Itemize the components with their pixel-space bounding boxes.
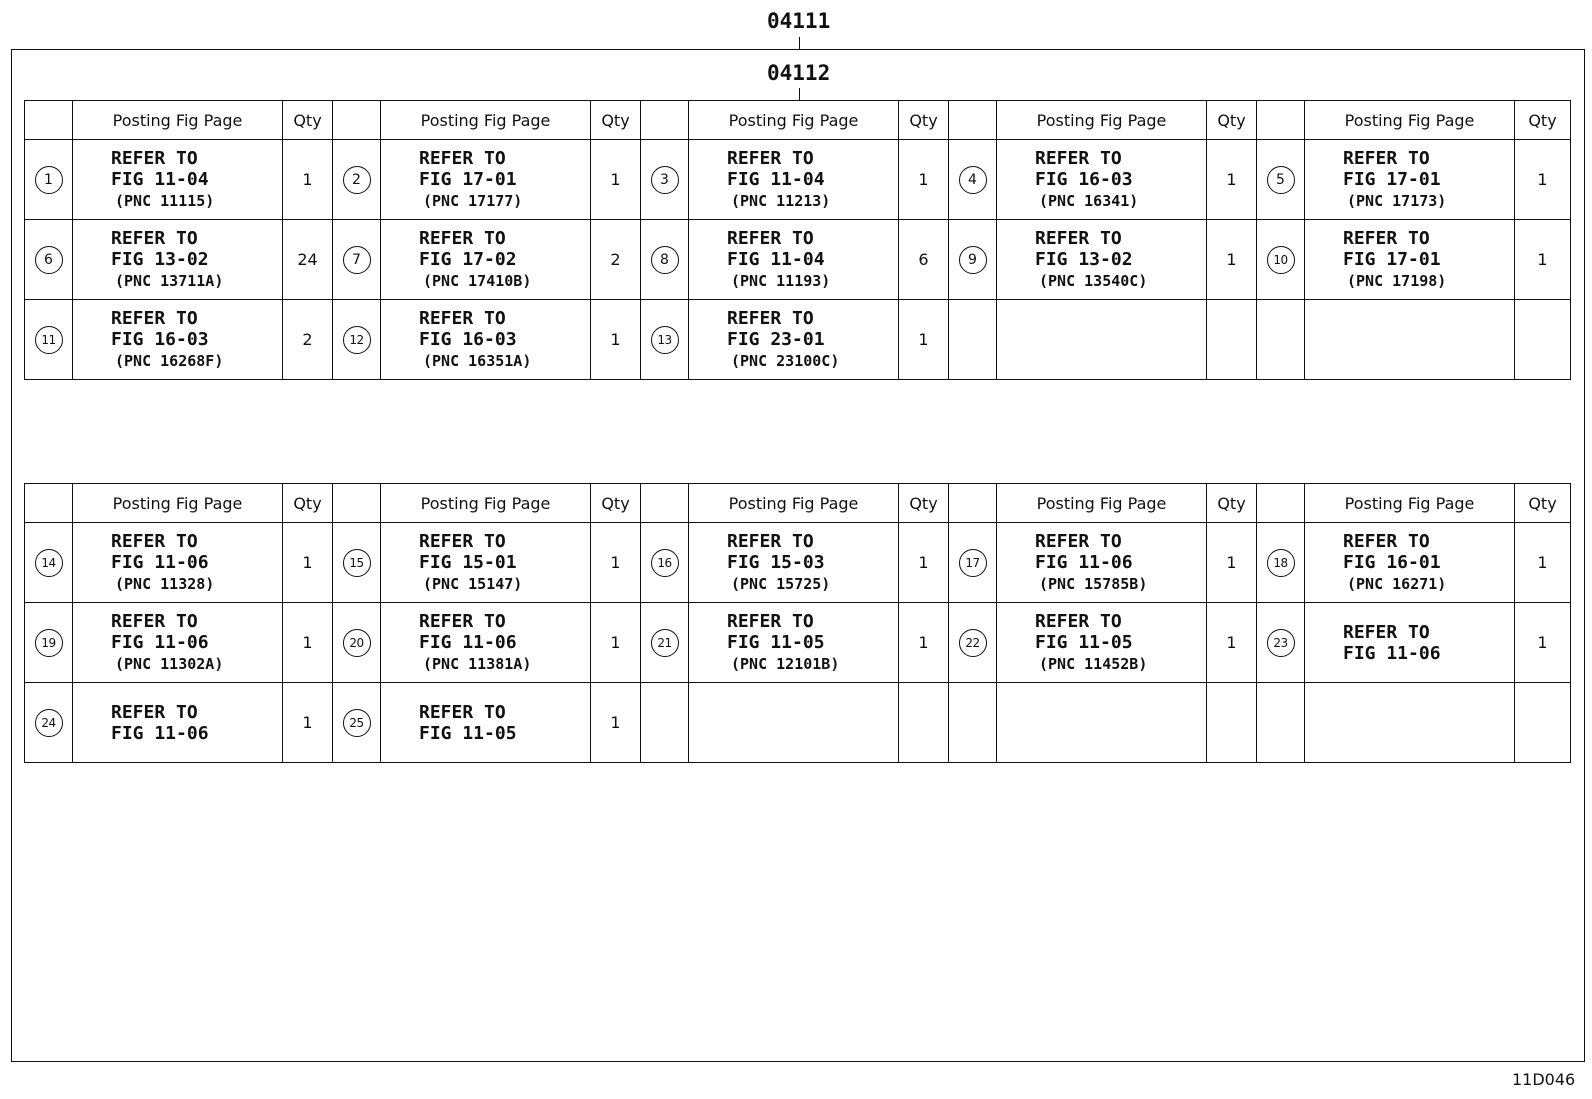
header-qty: Qty <box>1515 101 1571 140</box>
posting-cell <box>381 300 591 380</box>
table-row <box>25 220 1571 300</box>
posting-cell <box>73 603 283 683</box>
parts-table-2 <box>24 483 1571 763</box>
table-row <box>25 603 1571 683</box>
header-qty: Qty <box>283 484 333 523</box>
fig-reference: FIG 11-04 <box>727 248 825 270</box>
qty-value: 6 <box>918 250 929 269</box>
qty-value: 1 <box>610 553 621 572</box>
refer-to-block <box>1305 622 1514 664</box>
qty-value: 1 <box>610 170 621 189</box>
qty-value: 1 <box>1537 170 1548 189</box>
item-number-cell <box>25 300 73 380</box>
refer-to-block <box>73 531 282 595</box>
fig-reference: FIG 11-06 <box>111 722 209 744</box>
refer-to-text: REFER TO <box>111 227 198 249</box>
refer-to-block <box>73 611 282 675</box>
refer-to-text: REFER TO <box>111 610 198 632</box>
fig-reference: FIG 16-03 <box>111 328 209 350</box>
pnc-code: (PNC 17177) <box>423 191 523 210</box>
item-number-cell <box>25 220 73 300</box>
qty-value: 1 <box>918 633 929 652</box>
refer-to-block <box>689 228 898 292</box>
header-qty: Qty <box>1515 484 1571 523</box>
item-number-circle: 1 <box>35 166 63 194</box>
header-posting-fig-page: Posting Fig Page <box>1305 484 1515 523</box>
refer-to-text: REFER TO <box>727 307 814 329</box>
refer-to-text: REFER TO <box>1343 147 1430 169</box>
header-posting-fig-page: Posting Fig Page <box>381 484 591 523</box>
table-row <box>25 140 1571 220</box>
qty-cell <box>1515 140 1571 220</box>
fig-reference: FIG 15-01 <box>419 551 517 573</box>
fig-reference: FIG 17-01 <box>419 168 517 190</box>
refer-to-block <box>1305 531 1514 595</box>
refer-to-text: REFER TO <box>727 610 814 632</box>
posting-cell <box>73 683 283 763</box>
item-number-cell <box>25 603 73 683</box>
qty-cell <box>591 683 641 763</box>
pnc-code: (PNC 16271) <box>1347 574 1447 593</box>
qty-cell <box>1207 683 1257 763</box>
qty-value: 1 <box>1537 553 1548 572</box>
posting-cell <box>689 523 899 603</box>
header-num-cell <box>25 484 73 523</box>
qty-cell <box>591 300 641 380</box>
leader-line-04112 <box>799 88 800 100</box>
refer-to-text: REFER TO <box>111 307 198 329</box>
qty-cell <box>1515 603 1571 683</box>
fig-reference: FIG 16-01 <box>1343 551 1441 573</box>
pnc-code: (PNC 15785B) <box>1039 574 1148 593</box>
posting-cell <box>1305 140 1515 220</box>
item-number-cell <box>333 683 381 763</box>
qty-value: 1 <box>1226 553 1237 572</box>
pnc-code: (PNC 12101B) <box>731 654 840 673</box>
pnc-code: (PNC 11381A) <box>423 654 532 673</box>
qty-cell <box>283 220 333 300</box>
item-number-circle: 10 <box>1267 246 1295 274</box>
refer-to-block <box>381 531 590 595</box>
header-num-cell <box>333 101 381 140</box>
item-number-circle: 9 <box>959 246 987 274</box>
leader-line-04111 <box>799 37 800 49</box>
item-number-cell <box>641 683 689 763</box>
fig-reference: FIG 11-06 <box>111 631 209 653</box>
refer-to-block <box>381 702 590 744</box>
assembly-label-04112: 04112 <box>767 61 831 85</box>
header-posting-fig-page: Posting Fig Page <box>689 484 899 523</box>
fig-reference: FIG 11-06 <box>1343 642 1441 664</box>
pnc-code: (PNC 13711A) <box>115 271 224 290</box>
refer-to-text: REFER TO <box>727 530 814 552</box>
pnc-code: (PNC 11115) <box>115 191 215 210</box>
header-qty: Qty <box>899 484 949 523</box>
item-number-circle: 13 <box>651 326 679 354</box>
table-row <box>25 300 1571 380</box>
item-number-circle: 3 <box>651 166 679 194</box>
refer-to-text: REFER TO <box>111 530 198 552</box>
item-number-circle: 11 <box>35 326 63 354</box>
item-number-circle: 8 <box>651 246 679 274</box>
header-posting-fig-page: Posting Fig Page <box>997 101 1207 140</box>
header-qty: Qty <box>591 101 641 140</box>
fig-reference: FIG 13-02 <box>111 248 209 270</box>
item-number-cell <box>949 603 997 683</box>
posting-cell <box>1305 683 1515 763</box>
item-number-cell <box>333 523 381 603</box>
header-qty: Qty <box>1207 484 1257 523</box>
refer-to-text: REFER TO <box>419 147 506 169</box>
fig-reference: FIG 11-04 <box>727 168 825 190</box>
refer-to-text: REFER TO <box>727 227 814 249</box>
item-number-cell <box>949 683 997 763</box>
qty-value: 2 <box>610 250 621 269</box>
item-number-circle: 2 <box>343 166 371 194</box>
fig-reference: FIG 17-01 <box>1343 248 1441 270</box>
posting-cell <box>689 603 899 683</box>
posting-cell <box>689 140 899 220</box>
posting-cell <box>73 523 283 603</box>
refer-to-text: REFER TO <box>111 701 198 723</box>
header-num-cell <box>333 484 381 523</box>
refer-to-text: REFER TO <box>419 227 506 249</box>
item-number-circle: 23 <box>1267 629 1295 657</box>
item-number-cell <box>333 603 381 683</box>
fig-reference: FIG 11-05 <box>727 631 825 653</box>
item-number-cell <box>949 300 997 380</box>
pnc-code: (PNC 13540C) <box>1039 271 1148 290</box>
pnc-code: (PNC 11213) <box>731 191 831 210</box>
item-number-circle: 5 <box>1267 166 1295 194</box>
refer-to-block <box>689 611 898 675</box>
qty-cell <box>899 683 949 763</box>
posting-cell <box>1305 300 1515 380</box>
pnc-code: (PNC 11452B) <box>1039 654 1148 673</box>
drawing-code: 11D046 <box>1512 1070 1576 1089</box>
item-number-cell <box>1257 603 1305 683</box>
posting-cell <box>997 220 1207 300</box>
refer-to-text: REFER TO <box>1343 227 1430 249</box>
qty-value: 24 <box>297 250 318 269</box>
item-number-circle: 17 <box>959 549 987 577</box>
refer-to-block <box>73 228 282 292</box>
qty-cell <box>1207 220 1257 300</box>
header-posting-fig-page: Posting Fig Page <box>997 484 1207 523</box>
assembly-label-04111: 04111 <box>767 9 831 33</box>
qty-value: 2 <box>302 330 313 349</box>
pnc-code: (PNC 23100C) <box>731 351 840 370</box>
refer-to-block <box>997 148 1206 212</box>
refer-to-text: REFER TO <box>111 147 198 169</box>
qty-value: 1 <box>610 330 621 349</box>
header-qty: Qty <box>283 101 333 140</box>
item-number-cell <box>949 140 997 220</box>
posting-cell <box>689 300 899 380</box>
header-posting-fig-page: Posting Fig Page <box>381 101 591 140</box>
header-posting-fig-page: Posting Fig Page <box>689 101 899 140</box>
header-qty: Qty <box>1207 101 1257 140</box>
item-number-circle: 19 <box>35 629 63 657</box>
refer-to-text: REFER TO <box>1343 530 1430 552</box>
fig-reference: FIG 15-03 <box>727 551 825 573</box>
qty-value: 1 <box>918 170 929 189</box>
refer-to-block <box>997 531 1206 595</box>
qty-value: 1 <box>1226 170 1237 189</box>
fig-reference: FIG 23-01 <box>727 328 825 350</box>
posting-cell <box>1305 220 1515 300</box>
item-number-circle: 4 <box>959 166 987 194</box>
qty-cell <box>1515 300 1571 380</box>
refer-to-text: REFER TO <box>1035 147 1122 169</box>
refer-to-block <box>73 148 282 212</box>
qty-value: 1 <box>302 633 313 652</box>
qty-cell <box>1207 523 1257 603</box>
item-number-cell <box>333 300 381 380</box>
refer-to-block <box>689 148 898 212</box>
posting-cell <box>997 523 1207 603</box>
posting-cell <box>381 683 591 763</box>
table-row <box>25 683 1571 763</box>
pnc-code: (PNC 11302A) <box>115 654 224 673</box>
fig-reference: FIG 11-04 <box>111 168 209 190</box>
pnc-code: (PNC 11193) <box>731 271 831 290</box>
posting-cell <box>1305 523 1515 603</box>
refer-to-block <box>381 308 590 372</box>
item-number-cell <box>25 523 73 603</box>
qty-cell <box>899 220 949 300</box>
item-number-circle: 7 <box>343 246 371 274</box>
refer-to-block <box>689 308 898 372</box>
item-number-cell <box>333 220 381 300</box>
table-row <box>25 523 1571 603</box>
header-num-cell <box>641 101 689 140</box>
fig-reference: FIG 17-01 <box>1343 168 1441 190</box>
header-posting-fig-page: Posting Fig Page <box>1305 101 1515 140</box>
qty-cell <box>591 220 641 300</box>
item-number-circle: 25 <box>343 709 371 737</box>
qty-value: 1 <box>1537 633 1548 652</box>
posting-cell <box>73 220 283 300</box>
refer-to-block <box>1305 228 1514 292</box>
refer-to-block <box>1305 148 1514 212</box>
item-number-circle: 22 <box>959 629 987 657</box>
header-posting-fig-page: Posting Fig Page <box>73 484 283 523</box>
refer-to-block <box>73 308 282 372</box>
refer-to-text: REFER TO <box>1035 610 1122 632</box>
qty-value: 1 <box>1226 250 1237 269</box>
posting-cell <box>997 603 1207 683</box>
pnc-code: (PNC 17198) <box>1347 271 1447 290</box>
qty-cell <box>899 140 949 220</box>
qty-cell <box>899 300 949 380</box>
item-number-circle: 20 <box>343 629 371 657</box>
item-number-cell <box>1257 683 1305 763</box>
item-number-cell <box>333 140 381 220</box>
item-number-circle: 12 <box>343 326 371 354</box>
qty-cell <box>1515 683 1571 763</box>
qty-cell <box>1515 220 1571 300</box>
refer-to-block <box>997 228 1206 292</box>
header-qty: Qty <box>591 484 641 523</box>
refer-to-block <box>381 148 590 212</box>
item-number-circle: 15 <box>343 549 371 577</box>
posting-cell <box>689 220 899 300</box>
qty-value: 1 <box>918 553 929 572</box>
posting-cell <box>689 683 899 763</box>
qty-cell <box>591 140 641 220</box>
fig-reference: FIG 16-03 <box>419 328 517 350</box>
fig-reference: FIG 11-05 <box>1035 631 1133 653</box>
item-number-cell <box>1257 300 1305 380</box>
item-number-circle: 21 <box>651 629 679 657</box>
fig-reference: FIG 11-06 <box>111 551 209 573</box>
pnc-code: (PNC 11328) <box>115 574 215 593</box>
fig-reference: FIG 16-03 <box>1035 168 1133 190</box>
item-number-cell <box>949 523 997 603</box>
refer-to-block <box>381 228 590 292</box>
item-number-circle: 14 <box>35 549 63 577</box>
header-num-cell <box>949 484 997 523</box>
header-row <box>25 101 1571 140</box>
qty-value: 1 <box>302 553 313 572</box>
posting-cell <box>381 220 591 300</box>
qty-cell <box>1207 300 1257 380</box>
header-row <box>25 484 1571 523</box>
qty-value: 1 <box>302 170 313 189</box>
fig-reference: FIG 13-02 <box>1035 248 1133 270</box>
fig-reference: FIG 11-06 <box>419 631 517 653</box>
posting-cell <box>381 603 591 683</box>
qty-cell <box>1207 140 1257 220</box>
fig-reference: FIG 11-06 <box>1035 551 1133 573</box>
header-posting-fig-page: Posting Fig Page <box>73 101 283 140</box>
pnc-code: (PNC 15147) <box>423 574 523 593</box>
posting-cell <box>381 523 591 603</box>
header-num-cell <box>1257 484 1305 523</box>
item-number-circle: 24 <box>35 709 63 737</box>
posting-cell <box>381 140 591 220</box>
item-number-cell <box>1257 523 1305 603</box>
qty-cell <box>283 603 333 683</box>
qty-cell <box>283 140 333 220</box>
parts-table-1 <box>24 100 1571 380</box>
pnc-code: (PNC 17173) <box>1347 191 1447 210</box>
refer-to-text: REFER TO <box>419 701 506 723</box>
posting-cell <box>73 300 283 380</box>
fig-reference: FIG 11-05 <box>419 722 517 744</box>
header-num-cell <box>949 101 997 140</box>
item-number-circle: 16 <box>651 549 679 577</box>
item-number-cell <box>1257 140 1305 220</box>
qty-cell <box>283 683 333 763</box>
qty-cell <box>591 603 641 683</box>
refer-to-text: REFER TO <box>1035 530 1122 552</box>
posting-cell <box>997 140 1207 220</box>
qty-cell <box>899 523 949 603</box>
posting-cell <box>1305 603 1515 683</box>
item-number-cell <box>641 523 689 603</box>
header-qty: Qty <box>899 101 949 140</box>
refer-to-block <box>689 531 898 595</box>
refer-to-text: REFER TO <box>1343 621 1430 643</box>
qty-value: 1 <box>610 633 621 652</box>
qty-value: 1 <box>1537 250 1548 269</box>
qty-cell <box>1515 523 1571 603</box>
header-num-cell <box>1257 101 1305 140</box>
item-number-cell <box>25 683 73 763</box>
posting-cell <box>73 140 283 220</box>
pnc-code: (PNC 16341) <box>1039 191 1139 210</box>
qty-cell <box>591 523 641 603</box>
refer-to-text: REFER TO <box>419 610 506 632</box>
posting-cell <box>997 683 1207 763</box>
refer-to-block <box>997 611 1206 675</box>
item-number-cell <box>949 220 997 300</box>
pnc-code: (PNC 16268F) <box>115 351 224 370</box>
pnc-code: (PNC 16351A) <box>423 351 532 370</box>
refer-to-text: REFER TO <box>419 307 506 329</box>
pnc-code: (PNC 15725) <box>731 574 831 593</box>
refer-to-text: REFER TO <box>1035 227 1122 249</box>
item-number-cell <box>641 140 689 220</box>
item-number-cell <box>641 603 689 683</box>
qty-value: 1 <box>1226 633 1237 652</box>
qty-value: 1 <box>918 330 929 349</box>
header-num-cell <box>641 484 689 523</box>
refer-to-block <box>73 702 282 744</box>
qty-value: 1 <box>302 713 313 732</box>
refer-to-text: REFER TO <box>419 530 506 552</box>
qty-cell <box>283 300 333 380</box>
pnc-code: (PNC 17410B) <box>423 271 532 290</box>
header-num-cell <box>25 101 73 140</box>
item-number-cell <box>25 140 73 220</box>
item-number-circle: 18 <box>1267 549 1295 577</box>
qty-cell <box>1207 603 1257 683</box>
item-number-circle: 6 <box>35 246 63 274</box>
refer-to-block <box>381 611 590 675</box>
refer-to-text: REFER TO <box>727 147 814 169</box>
qty-cell <box>283 523 333 603</box>
item-number-cell <box>641 220 689 300</box>
item-number-cell <box>641 300 689 380</box>
qty-value: 1 <box>610 713 621 732</box>
posting-cell <box>997 300 1207 380</box>
fig-reference: FIG 17-02 <box>419 248 517 270</box>
item-number-cell <box>1257 220 1305 300</box>
qty-cell <box>899 603 949 683</box>
